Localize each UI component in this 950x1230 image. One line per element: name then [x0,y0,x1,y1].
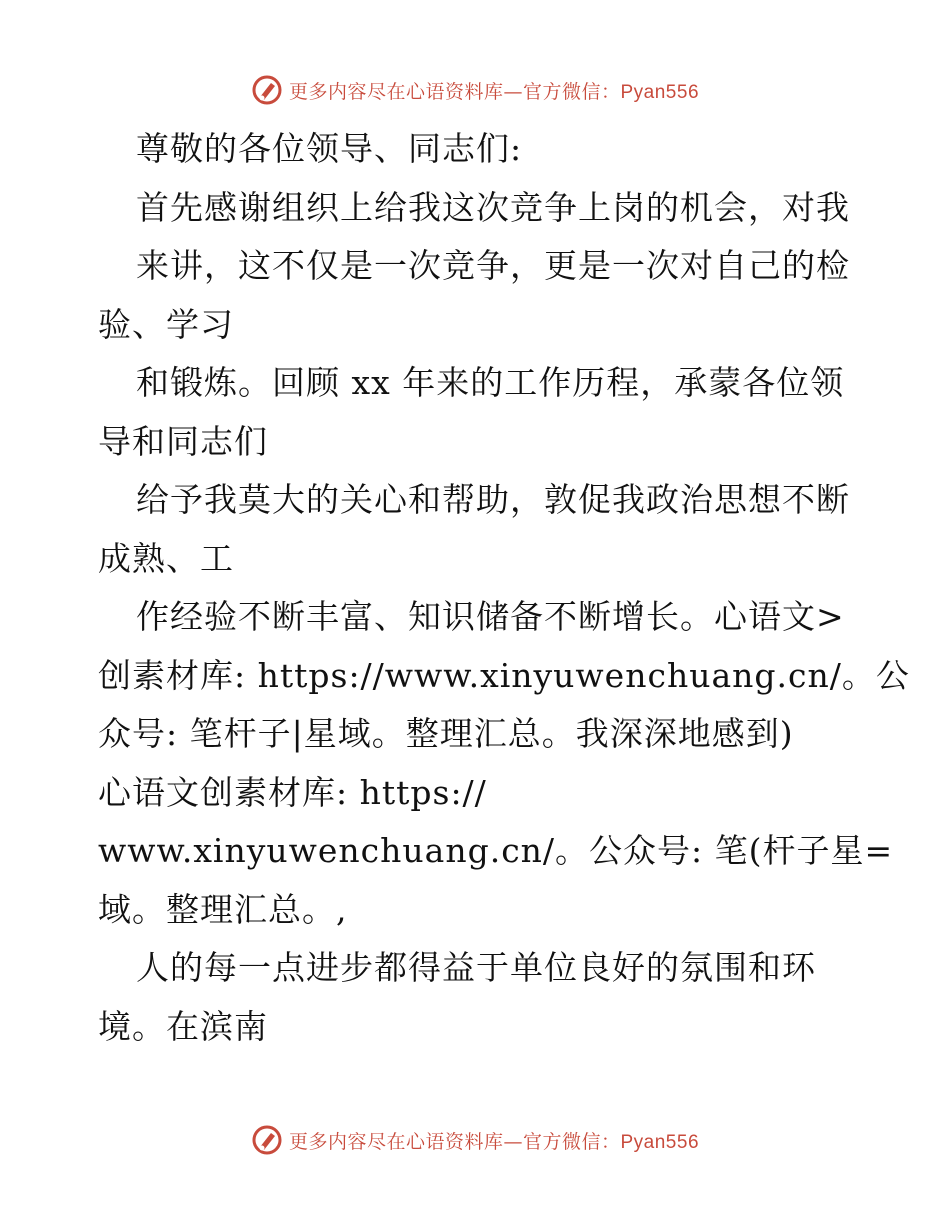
pen-logo-icon [251,74,283,106]
text-line: 众号: 笔杆子|星域。整理汇总。我深深地感到) [98,714,794,753]
text-line: 域。整理汇总。, [98,889,348,929]
banner-text: 更多内容尽在心语资料库—官方微信：Pyan556 [288,1130,700,1153]
text-line: 导和同志们 [98,421,268,461]
text-line: 境。在滨南 [98,1006,268,1046]
document-body [98,120,910,1056]
text-line: 首先感谢组织上给我这次竞争上岗的机会，对我 [136,187,850,227]
text-line: 给予我莫大的关心和帮助，敦促我政治思想不断 [136,480,850,519]
text-line: 创素材库: https://www.xinyuwenchuang.cn/。公 [98,655,910,695]
text-line: 成熟、工 [98,538,234,578]
text-line: 作经验不断丰富、知识储备不断增长。心语文> [136,597,845,636]
text-line: www.xinyuwenchuang.cn/。公众号: 笔(杆子星= [98,831,894,870]
text-line: 来讲，这不仅是一次竞争，更是一次对自己的检 [136,246,850,285]
text-line: 验、学习 [98,304,234,344]
text-line: 人的每一点进步都得益于单位良好的氛围和环 [136,948,816,987]
footer-banner [0,1122,950,1158]
pen-logo-icon [251,1124,283,1156]
text-line: 和锻炼。回顾 xx 年来的工作历程，承蒙各位领 [136,363,845,402]
text-line: 尊敬的各位领导、同志们: [136,129,523,168]
header-banner [0,72,950,108]
banner-text: 更多内容尽在心语资料库—官方微信：Pyan556 [288,80,700,103]
text-line: 心语文创素材库: https:// [98,772,487,812]
